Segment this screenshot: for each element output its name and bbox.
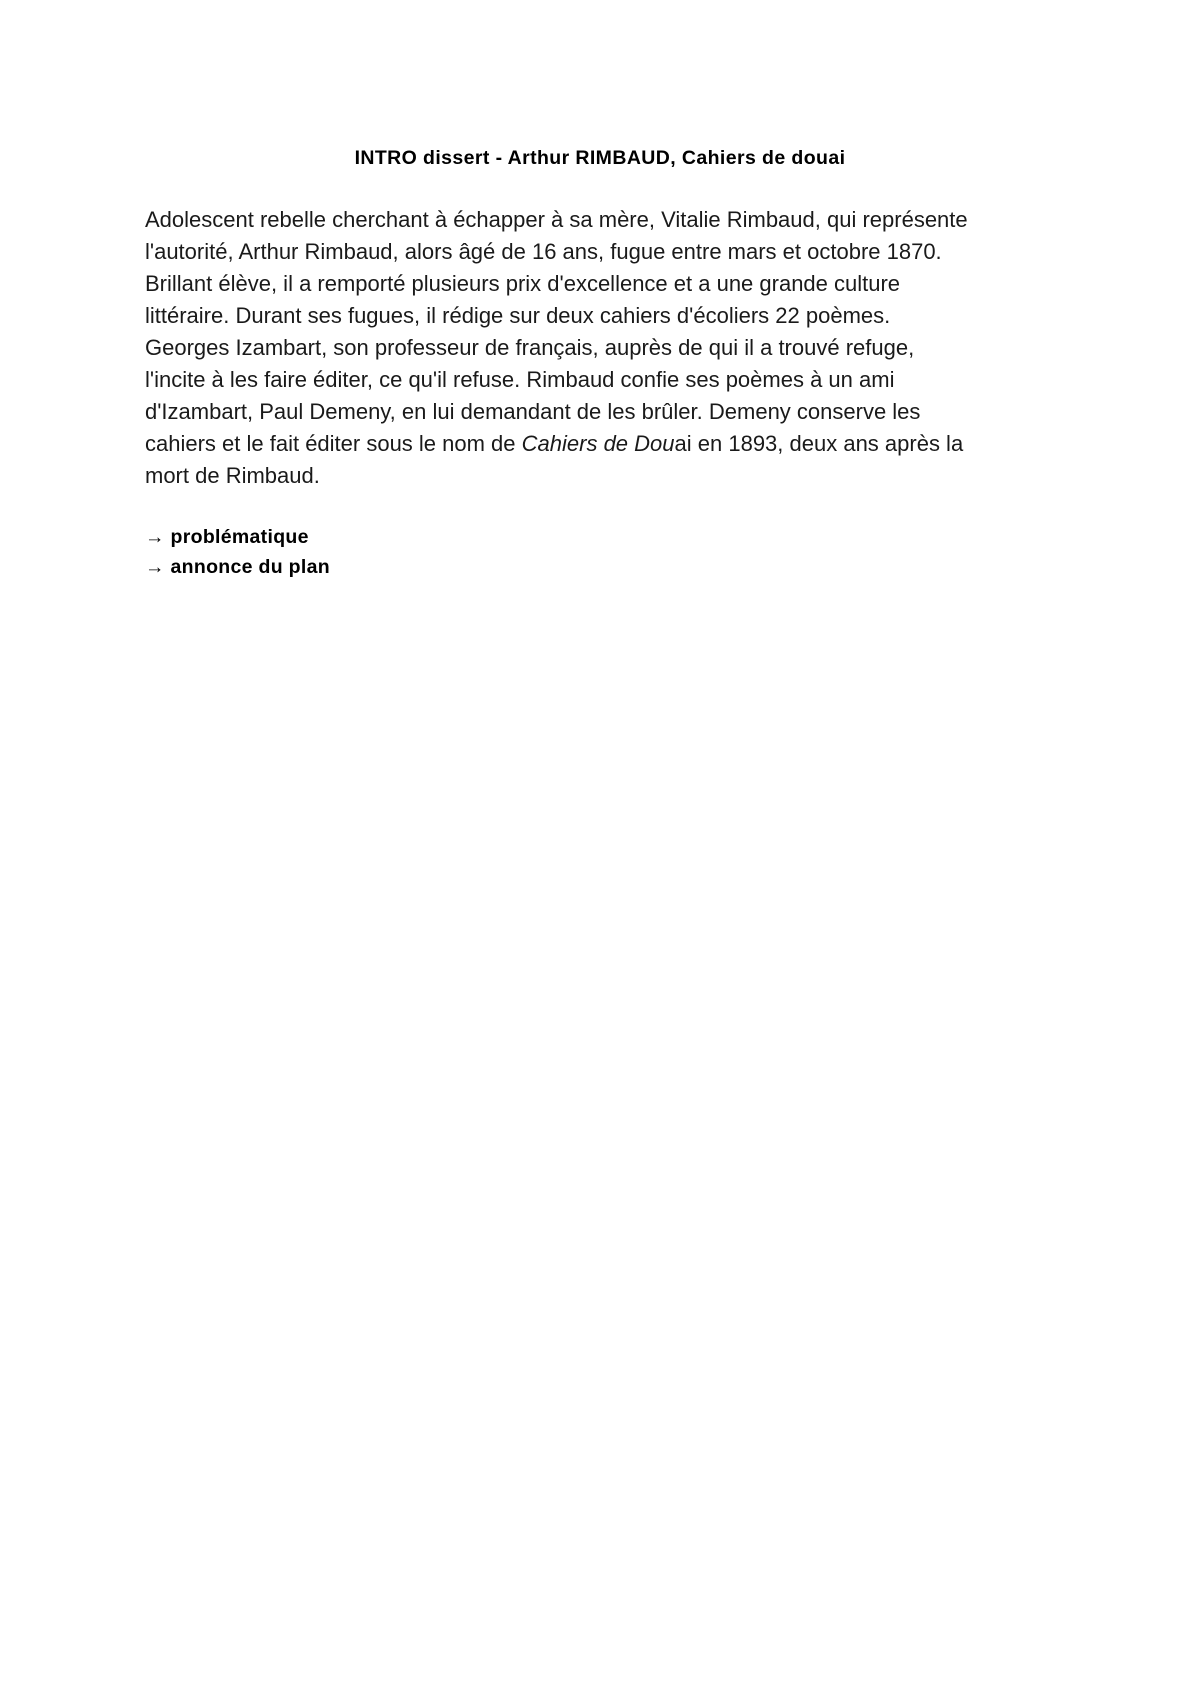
paragraph-line: mort de Rimbaud.: [145, 463, 320, 488]
outline-list: [145, 522, 745, 582]
paragraph-line: l'autorité, Arthur Rimbaud, alors âgé de 16 ans, fugue entre mars et octobre 1870.: [145, 239, 942, 264]
paragraph-line: littéraire. Durant ses fugues, il rédige sur deux cahiers d'écoliers 22 poèmes.: [145, 303, 891, 328]
paragraph-line: Adolescent rebelle cherchant à échapper à sa mère, Vitalie Rimbaud, qui représente: [145, 207, 968, 232]
paragraph-line: Brillant élève, il a remporté plusieurs prix d'excellence et a une grande culture: [145, 271, 901, 296]
paragraph-line: l'incite à les faire éditer, ce qu'il refuse. Rimbaud confie ses poèmes à un ami: [145, 367, 895, 392]
paragraph-line: [145, 428, 1065, 460]
introduction-paragraph: [145, 204, 1065, 492]
paragraph-line: Georges Izambart, son professeur de français, auprès de qui il a trouvé refuge,: [145, 335, 915, 360]
paragraph-text-segment: ai en 1893, deux ans après la: [674, 431, 964, 456]
book-title-italic: Cahiers de Dou: [521, 431, 675, 456]
outline-item-problematique: → problématique: [145, 526, 309, 548]
document-title: INTRO dissert - Arthur RIMBAUD, Cahiers de douai: [354, 147, 846, 169]
paragraph-text-segment: cahiers et le fait éditer sous le nom de: [145, 431, 522, 456]
outline-item-annonce-du-plan: → annonce du plan: [145, 556, 330, 578]
paragraph-line: d'Izambart, Paul Demeny, en lui demandant de les brûler. Demeny conserve les: [145, 399, 921, 424]
